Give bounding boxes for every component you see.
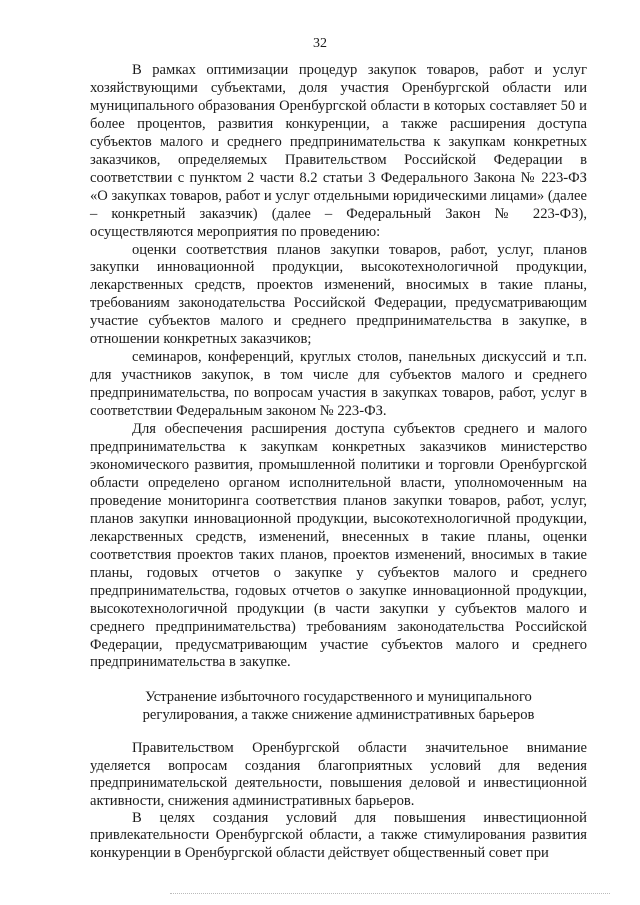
section-heading-line-1: Устранение избыточного государственного и муниципального: [145, 689, 532, 706]
paragraph-procurement-optimization: В рамках оптимизации процедур закупок товаров, работ и услуг хозяйствующими субъектами, доля участия Оренбургской области или муниципального образования Оренбургской области в которых составляет 50 и более процентов, развития конкуренции, а также расширения доступа субъектов малого и среднего предпринимательства к закупкам конкретных заказчиков, определяемых Правительством Российской Федерации в соответствии с пунктом 2 части 8.2 статьи 3 Федерального Закона № 223-ФЗ «О закупках товаров, работ и услуг отдельными юридическими лицами» (далее – конкретный заказчик) (далее – Федеральный Закон № 223-ФЗ), осуществляются мероприятия по проведению:: [90, 62, 587, 240]
paragraph-monitoring-authority: Для обеспечения расширения доступа субъектов среднего и малого предпринимательства к закупкам конкретных заказчиков министерство экономического развития, промышленной политики и торговли Оренбургской области определено органом исполнительной власти, уполномоченным на проведение мониторинга соответствия планов закупки товаров, работ, услуг, планов закупки инновационной продукции, высокотехнологичной продукции, лекарственных средств, изменений, внесенных в такие планы, оценки соответствия проектов таких планов, проектов изменений, вносимых в такие планы, годовых отчетов о закупке у субъектов малого и среднего предпринимательства, годовых отчетов о закупке инновационной продукции, высокотехнологичной продукции (в части закупки у субъектов малого и среднего предпринимательства) требованиям законодательства Российской Федерации, предусматривающим участие субъектов малого и среднего предпринимательства в закупке.: [90, 421, 587, 671]
paragraph-government-attention: Правительством Оренбургской области значительное внимание уделяется вопросам создания благоприятных условий для ведения предпринимательской деятельности, повышения деловой и инвестиционной активности, снижения административных барьеров.: [90, 740, 587, 809]
paragraph-seminars: семинаров, конференций, круглых столов, панельных дискуссий и т.п. для участников закупок, в том числе для субъектов малого и среднего предпринимательства, по вопросам участия в закупках товаров, работ, услуг в соответствии Федеральным законом № 223-ФЗ.: [90, 349, 587, 420]
scan-artifact-line: [170, 893, 610, 897]
section-heading-line-2: регулирования, а также снижение административных барьеров: [142, 707, 535, 724]
document-body: [90, 62, 587, 862]
paragraph-plan-assessment: оценки соответствия планов закупки товаров, работ, услуг, планов закупки инновационной продукции, высокотехнологичной продукции, лекарственных средств, проектов изменений, вносимых в такие планы, требованиям законодательства Российской Федерации, предусматривающим участие субъектов малого и среднего предпринимательства в закупке, в отношении конкретных заказчиков;: [90, 241, 587, 348]
page-number: 32: [313, 36, 327, 51]
section-heading: [90, 688, 587, 724]
paragraph-public-council: В целях создания условий для повышения инвестиционной привлекательности Оренбургской области, а также стимулирования развития конкуренции в Оренбургской области действует общественный совет при: [90, 810, 587, 861]
